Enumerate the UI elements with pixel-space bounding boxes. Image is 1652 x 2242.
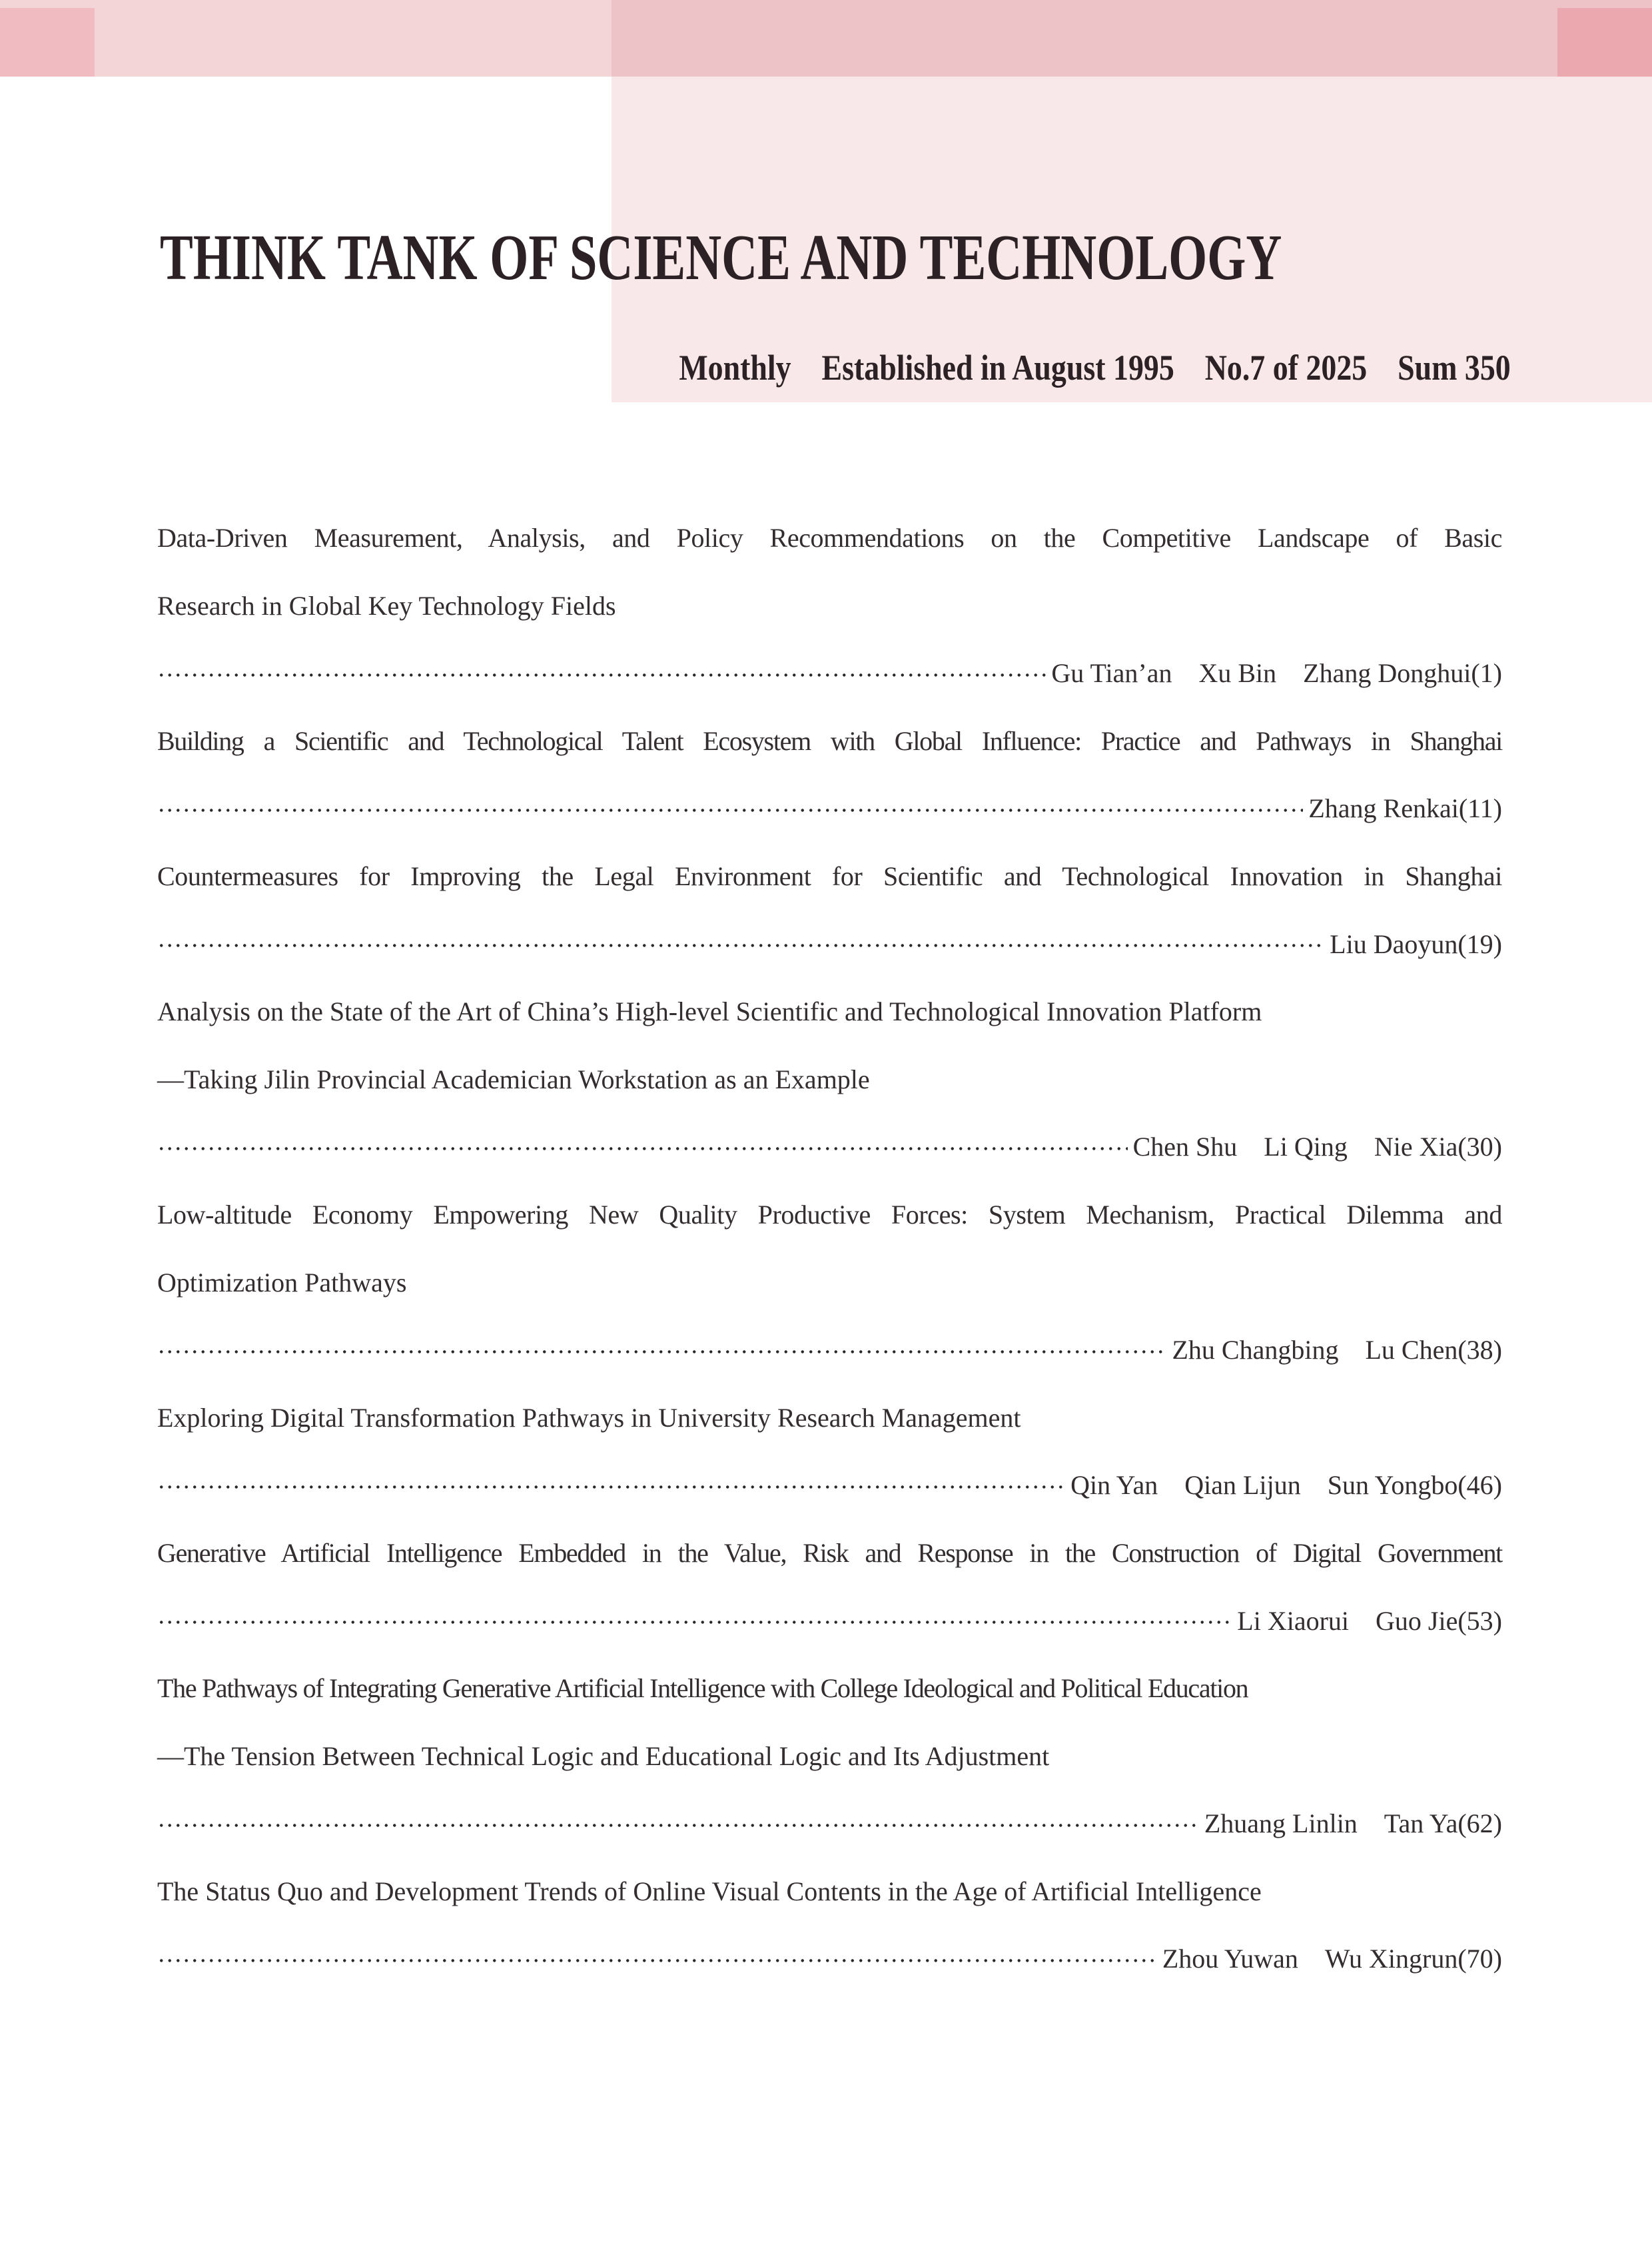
article-authors: Gu Tian’an Xu Bin Zhang Donghui [1051, 658, 1471, 689]
article-authors: Zhang Renkai [1308, 793, 1459, 824]
article-title-line: Analysis on the State of the Art of China’s High-level Scientific and Technological Innovation Platform [157, 996, 1262, 1027]
article-title [157, 978, 1502, 1113]
article-title-line: The Pathways of Integrating Generative Artificial Intelligence with College Ideological and Political Education [157, 1673, 1248, 1704]
journal-title [160, 222, 1617, 293]
article-title [157, 707, 1502, 775]
article-title-line: —The Tension Between Technical Logic and Educational Logic and Its Adjustment [157, 1740, 1050, 1771]
author-line [157, 1113, 1502, 1181]
article-page-number: (1) [1471, 658, 1502, 689]
leader-dots [157, 1316, 1167, 1384]
article-page-number: (53) [1457, 1605, 1502, 1636]
toc-entry [157, 1384, 1502, 1519]
author-line [157, 1451, 1502, 1519]
author-line [157, 1316, 1502, 1384]
toc-entry [157, 1858, 1502, 1993]
journal-subtitle-text: Monthly Established in August 1995 No.7 of 2025 Sum 350 [679, 348, 1511, 388]
article-title [157, 1519, 1502, 1587]
toc-entry [157, 1519, 1502, 1655]
journal-subtitle [157, 308, 1511, 428]
article-title-line: The Status Quo and Development Trends of Online Visual Contents in the Age of Artificial Intelligence [157, 1876, 1262, 1906]
leader-dots [157, 1113, 1128, 1181]
article-authors: Qin Yan Qian Lijun Sun Yongbo [1070, 1470, 1458, 1501]
journal-title-text: THINK TANK OF SCIENCE AND TECHNOLOGY [160, 222, 1282, 293]
toc-list [157, 504, 1502, 1993]
article-authors: Li Xiaorui Guo Jie [1237, 1605, 1458, 1636]
author-line [157, 639, 1502, 707]
article-title-line: Data-Driven Measurement, Analysis, and Policy Recommendations on the Competitive Landscape of Basic [157, 523, 1502, 553]
article-title [157, 1384, 1502, 1452]
article-page-number: (62) [1457, 1808, 1502, 1839]
accent-block-left [0, 8, 95, 77]
article-authors: Zhu Changbing Lu Chen [1172, 1335, 1458, 1365]
article-authors: Zhuang Linlin Tan Ya [1204, 1808, 1458, 1839]
article-page-number: (38) [1457, 1335, 1502, 1365]
article-authors: Chen Shu Li Qing Nie Xia [1132, 1132, 1458, 1162]
toc-entry [157, 843, 1502, 978]
leader-dots [157, 775, 1303, 843]
toc-entry [157, 978, 1502, 1181]
article-authors: Liu Daoyun [1330, 929, 1458, 959]
author-line [157, 775, 1502, 843]
toc-entry [157, 1655, 1502, 1858]
leader-dots [157, 1790, 1199, 1858]
leader-dots [157, 911, 1324, 978]
article-authors: Zhou Yuwan Wu Xingrun [1162, 1944, 1458, 1974]
article-page-number: (11) [1458, 793, 1502, 824]
article-title [157, 504, 1502, 639]
article-title-line: Research in Global Key Technology Fields [157, 590, 616, 621]
article-title-line: Building a Scientific and Technological Talent Ecosystem with Global Influence: Practice and Pathways in Shanghai [157, 725, 1502, 756]
author-line [157, 1925, 1502, 1993]
author-line [157, 1587, 1502, 1655]
toc-entry [157, 504, 1502, 707]
leader-dots [157, 1925, 1157, 1993]
toc-entry [157, 1181, 1502, 1384]
article-page-number: (30) [1457, 1132, 1502, 1162]
article-title-line: Low-altitude Economy Empowering New Quality Productive Forces: System Mechanism, Practical Dilemma and [157, 1199, 1502, 1230]
article-title-line: —Taking Jilin Provincial Academician Workstation as an Example [157, 1064, 870, 1094]
author-line [157, 1790, 1502, 1858]
article-title-line: Generative Artificial Intelligence Embedded in the Value, Risk and Response in the Construction of Digital Government [157, 1537, 1502, 1568]
article-page-number: (19) [1457, 929, 1502, 959]
accent-block-right [1557, 8, 1652, 77]
article-title [157, 1181, 1502, 1316]
article-title-line: Exploring Digital Transformation Pathways in University Research Management [157, 1402, 1021, 1433]
article-title-line: Optimization Pathways [157, 1267, 407, 1298]
article-page-number: (46) [1457, 1470, 1502, 1501]
article-title [157, 843, 1502, 911]
article-title-line: Countermeasures for Improving the Legal Environment for Scientific and Technological Innovation in Shanghai [157, 861, 1502, 891]
leader-dots [157, 1451, 1065, 1519]
leader-dots [157, 1587, 1232, 1655]
leader-dots [157, 639, 1046, 707]
top-band-overlap [612, 0, 1652, 77]
article-title [157, 1858, 1502, 1926]
article-title [157, 1655, 1502, 1790]
article-page-number: (70) [1457, 1944, 1502, 1974]
toc-entry [157, 707, 1502, 843]
author-line [157, 911, 1502, 978]
